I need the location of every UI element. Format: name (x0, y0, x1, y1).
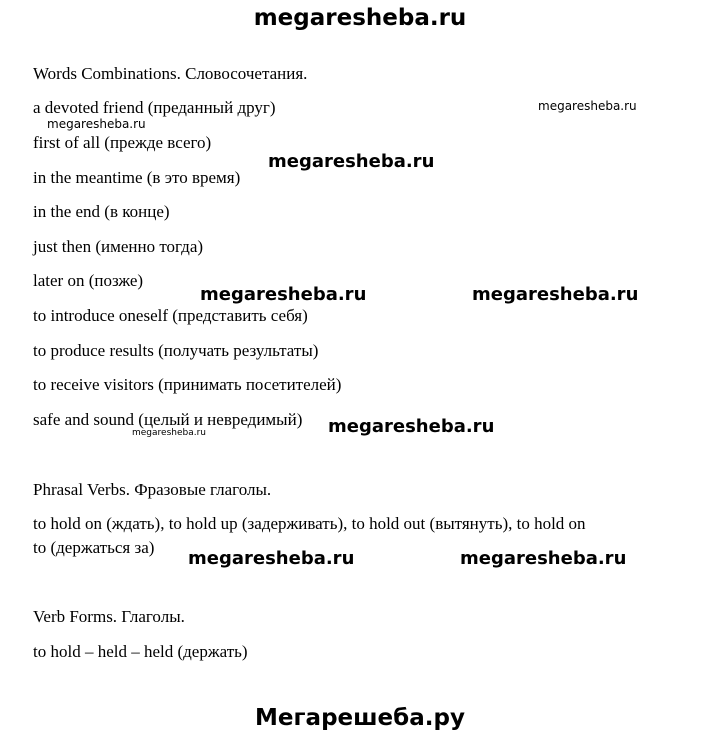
word-combination-item: just then (именно тогда) (33, 237, 204, 256)
watermark: megaresheba.ru (328, 416, 495, 437)
word-combination-item: safe and sound (целый и невредимый) (33, 410, 303, 429)
site-footer-title: Мегарешеба.ру (255, 705, 465, 731)
watermark: megaresheba.ru (47, 117, 146, 131)
watermark: megaresheba.ru (460, 548, 627, 569)
word-combination-item: first of all (прежде всего) (33, 133, 212, 152)
word-combination-item: in the meantime (в это время) (33, 168, 241, 187)
word-combination-item: to introduce oneself (представить себя) (33, 306, 308, 325)
word-combination-item: a devoted friend (преданный друг) (33, 98, 276, 117)
watermark: megaresheba.ru (472, 284, 639, 305)
word-combination-item: later on (позже) (33, 271, 144, 290)
watermark: megaresheba.ru (200, 284, 367, 305)
phrasal-verbs-line: to (держаться за) (33, 538, 155, 557)
word-combination-item: to produce results (получать результаты) (33, 341, 319, 360)
section-heading-word-combinations: Words Combinations. Словосочетания. (33, 64, 308, 83)
word-combination-item: in the end (в конце) (33, 202, 170, 221)
watermark: megaresheba.ru (188, 548, 355, 569)
verb-forms-item: to hold – held – held (держать) (33, 642, 248, 661)
phrasal-verbs-line: to hold on (ждать), to hold up (задерживать), to hold out (вытянуть), to hold on (33, 514, 586, 533)
watermark: megaresheba.ru (538, 99, 637, 113)
watermark: megaresheba.ru (132, 428, 206, 438)
watermark: megaresheba.ru (268, 151, 435, 172)
section-heading-phrasal-verbs: Phrasal Verbs. Фразовые глаголы. (33, 480, 272, 499)
section-heading-verb-forms: Verb Forms. Глаголы. (33, 607, 185, 626)
word-combination-item: to receive visitors (принимать посетителей) (33, 375, 342, 394)
site-header-title: megaresheba.ru (253, 5, 467, 31)
